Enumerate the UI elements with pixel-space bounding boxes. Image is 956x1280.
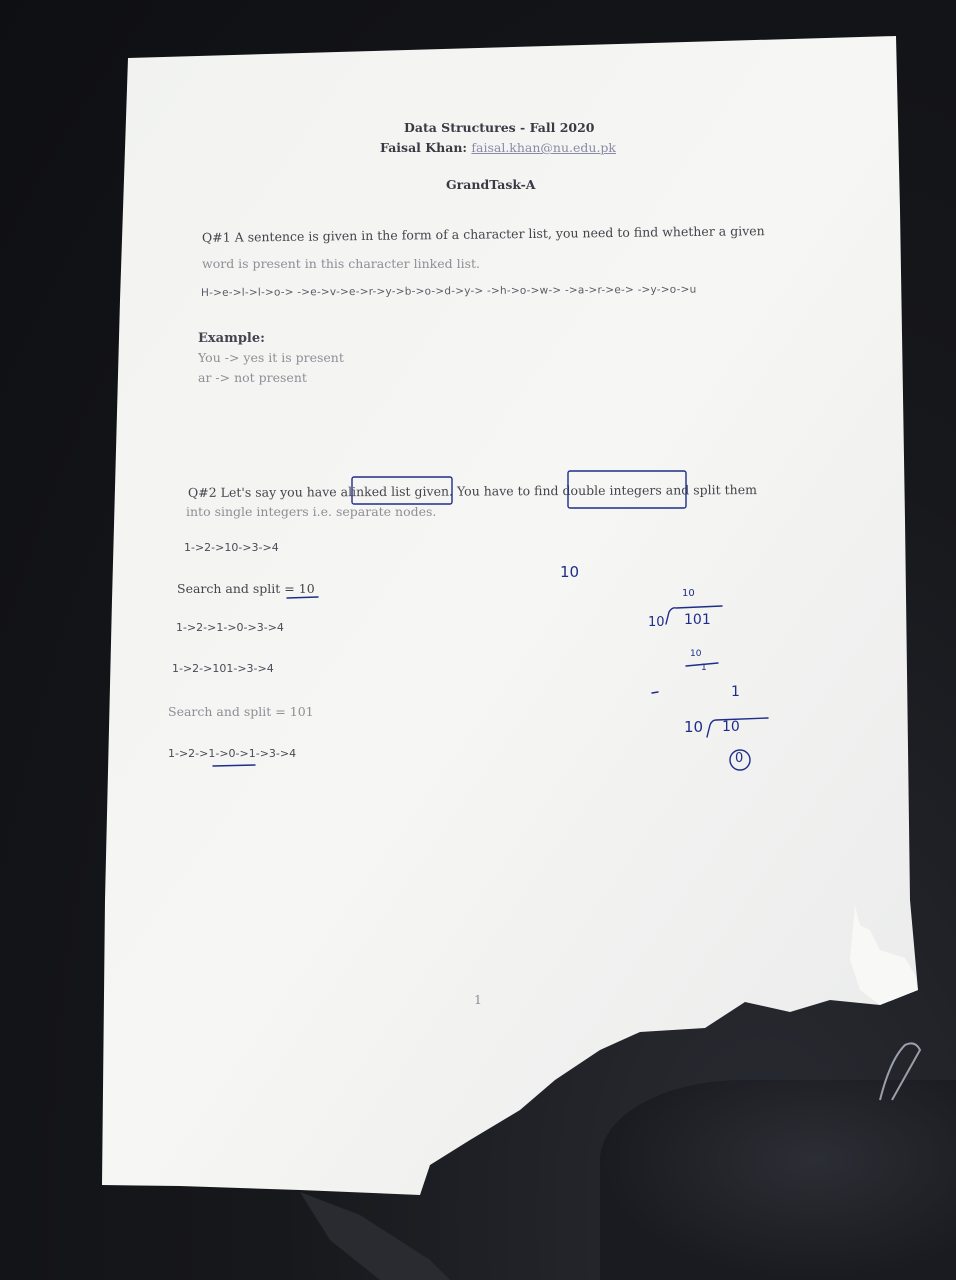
q2-line1-a: Q#2 Let's say you have a	[187, 484, 349, 500]
q2-search2: Search and split = 101	[168, 704, 314, 719]
example-1: You -> yes it is present	[198, 350, 344, 365]
q1-line1: Q#1 A sentence is given in the form of a character list, you need to find whether a given	[201, 223, 765, 245]
instructor-line	[380, 140, 616, 155]
div2-remainder: 0	[735, 751, 744, 766]
q2-result1: 1->2->1->0->3->4	[176, 621, 284, 634]
instructor-email[interactable]: faisal.khan@nu.edu.pk	[471, 140, 617, 155]
div1-remainder: 1	[701, 663, 707, 673]
q2-list2: 1->2->101->3->4	[172, 662, 274, 675]
div1-dividend: 101	[684, 612, 711, 628]
div1-subtract: 10	[690, 649, 702, 659]
q2-search1: Search and split = 10	[177, 581, 315, 596]
q1-sequence: H->e->l->l->o-> ->e->v->e->r->y->b->o->d->y-> ->h->o->w-> ->a->r->e-> ->y->o->u	[200, 283, 697, 299]
task-title: GrandTask-A	[446, 177, 536, 192]
q2-double-integers: double integers	[562, 482, 662, 499]
div1-divisor: 10	[648, 615, 665, 630]
example-title: Example:	[198, 331, 265, 346]
q2-line1-c: . You have to find	[448, 483, 559, 499]
pen-note-ten: 10	[560, 563, 580, 581]
div1-quotient: 10	[682, 588, 695, 599]
example-2: ar -> not present	[198, 370, 307, 385]
div2-dividend: 10	[722, 719, 740, 735]
q2-linked-list-given: linked list given	[348, 483, 450, 500]
page-number: 1	[474, 992, 482, 1007]
instructor-label: Faisal Khan:	[380, 140, 468, 155]
div2-divisor: 10	[684, 718, 704, 736]
q2-line1	[188, 482, 757, 500]
q2-list1: 1->2->10->3->4	[184, 541, 279, 554]
q2-line1-e: and split them	[665, 482, 757, 498]
div2-quotient: 1	[731, 684, 740, 700]
course-title: Data Structures - Fall 2020	[404, 120, 595, 135]
q2-result2: 1->2->1->0->1->3->4	[168, 747, 297, 760]
q2-line2: into single integers i.e. separate nodes.	[186, 504, 437, 519]
q1-line2: word is present in this character linked list.	[202, 256, 480, 271]
